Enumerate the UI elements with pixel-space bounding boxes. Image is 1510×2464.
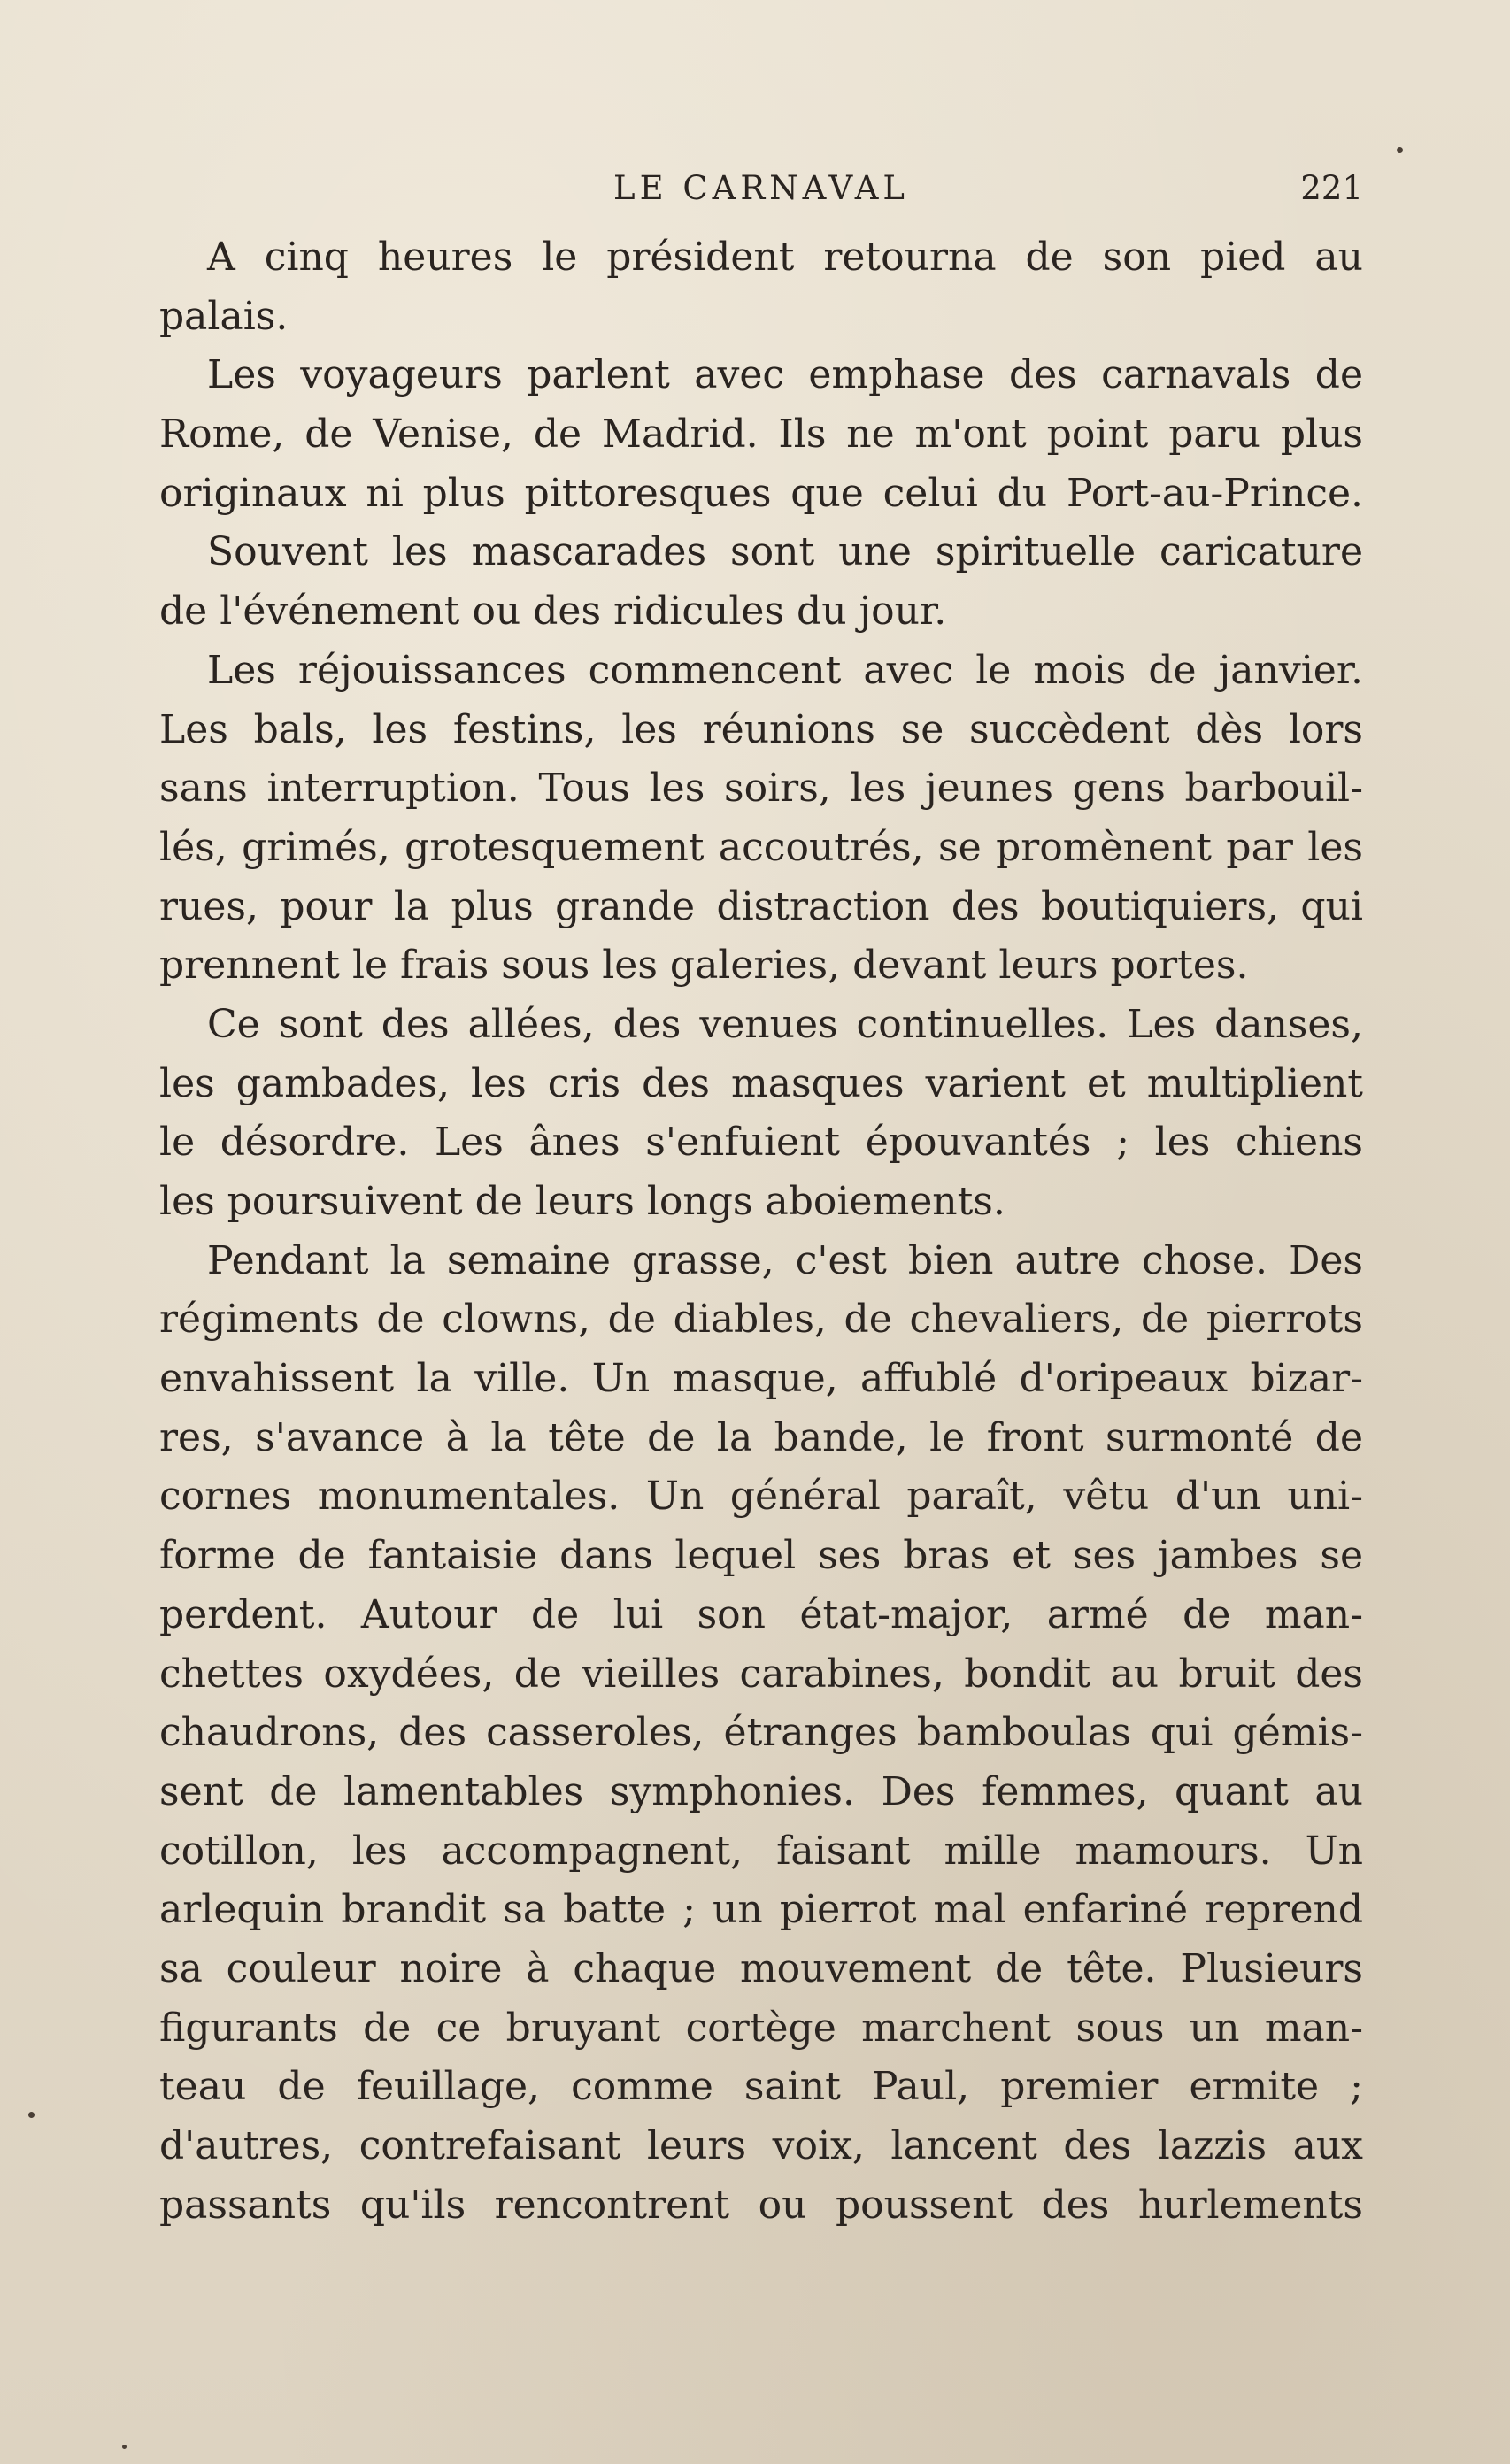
paper-speck [1397, 147, 1403, 153]
text-line: Les réjouissances commencent avec le mois de janvier. [207, 647, 1363, 693]
text-line: cotillon, les accompagnent, faisant mille mamours. Un [159, 1828, 1363, 1874]
text-line: sans interruption. Tous les soirs, les jeunes gens barbouil- [159, 766, 1363, 812]
text-line: de l'événement ou des ridicules du jour. [159, 589, 947, 635]
text-line: lés, grimés, grotesquement accoutrés, se promènent par les [159, 824, 1363, 870]
page-header [159, 166, 1363, 211]
text-line: Les voyageurs parlent avec emphase des carnavals de [207, 352, 1363, 398]
text-line: les poursuivent de leurs longs aboiements. [159, 1179, 1005, 1224]
text-line: Pendant la semaine grasse, c'est bien autre chose. Des [207, 1237, 1363, 1283]
paper-speck [122, 2445, 127, 2449]
text-line: Ce sont des allées, des venues continuelles. Les danses, [207, 1001, 1363, 1047]
text-line: originaux ni plus pittoresques que celui du Port-au-Prince. [159, 470, 1363, 516]
paper-speck [28, 2112, 35, 2118]
body-text [159, 228, 1363, 2235]
text-line: figurants de ce bruyant cortège marchent sous un man- [159, 2005, 1363, 2051]
text-line: cornes monumentales. Un général paraît, vêtu d'un uni- [159, 1474, 1363, 1520]
text-line: rues, pour la plus grande distraction des boutiquiers, qui [159, 883, 1363, 929]
text-line: d'autres, contrefaisant leurs voix, lancent des lazzis aux [159, 2123, 1363, 2168]
text-line: sa couleur noire à chaque mouvement de tête. Plusieurs [159, 1945, 1363, 1991]
text-line: passants qu'ils rencontrent ou poussent des hurlements [159, 2182, 1363, 2228]
text-line: teau de feuillage, comme saint Paul, premier ermite ; [159, 2064, 1363, 2110]
text-line: chaudrons, des casseroles, étranges bamboulas qui gémis- [159, 1710, 1363, 1756]
text-line: res, s'avance à la tête de la bande, le front surmonté de [159, 1414, 1363, 1460]
text-line: forme de fantaisie dans lequel ses bras et ses jambes se [159, 1533, 1363, 1579]
text-line: A cinq heures le président retourna de son pied au [207, 235, 1363, 280]
text-line: sent de lamentables symphonies. Des femmes, quant au [159, 1768, 1363, 1814]
running-title: LE CARNAVAL [613, 169, 909, 207]
text-line: chettes oxydées, de vieilles carabines, bondit au bruit des [159, 1651, 1363, 1697]
text-line: Rome, de Venise, de Madrid. Ils ne m'ont point paru plus [159, 412, 1363, 458]
text-line: Les bals, les festins, les réunions se succèdent dès lors [159, 706, 1363, 752]
text-line: arlequin brandit sa batte ; un pierrot mal enfariné reprend [159, 1887, 1363, 1933]
text-line: envahissent la ville. Un masque, affublé d'oripeaux bizar- [159, 1356, 1363, 1402]
text-line: Souvent les mascarades sont une spirituelle caricature [207, 529, 1363, 575]
text-line: le désordre. Les ânes s'enfuient épouvantés ; les chiens [159, 1120, 1363, 1166]
text-line: perdent. Autour de lui son état-major, armé de man- [159, 1591, 1363, 1637]
page-number: 221 [1300, 169, 1363, 207]
text-line: régiments de clowns, de diables, de chevaliers, de pierrots [159, 1297, 1363, 1343]
text-line: palais. [159, 293, 289, 339]
text-line: les gambades, les cris des masques varient et multiplient [159, 1060, 1363, 1106]
text-line: prennent le frais sous les galeries, devant leurs portes. [159, 943, 1249, 989]
